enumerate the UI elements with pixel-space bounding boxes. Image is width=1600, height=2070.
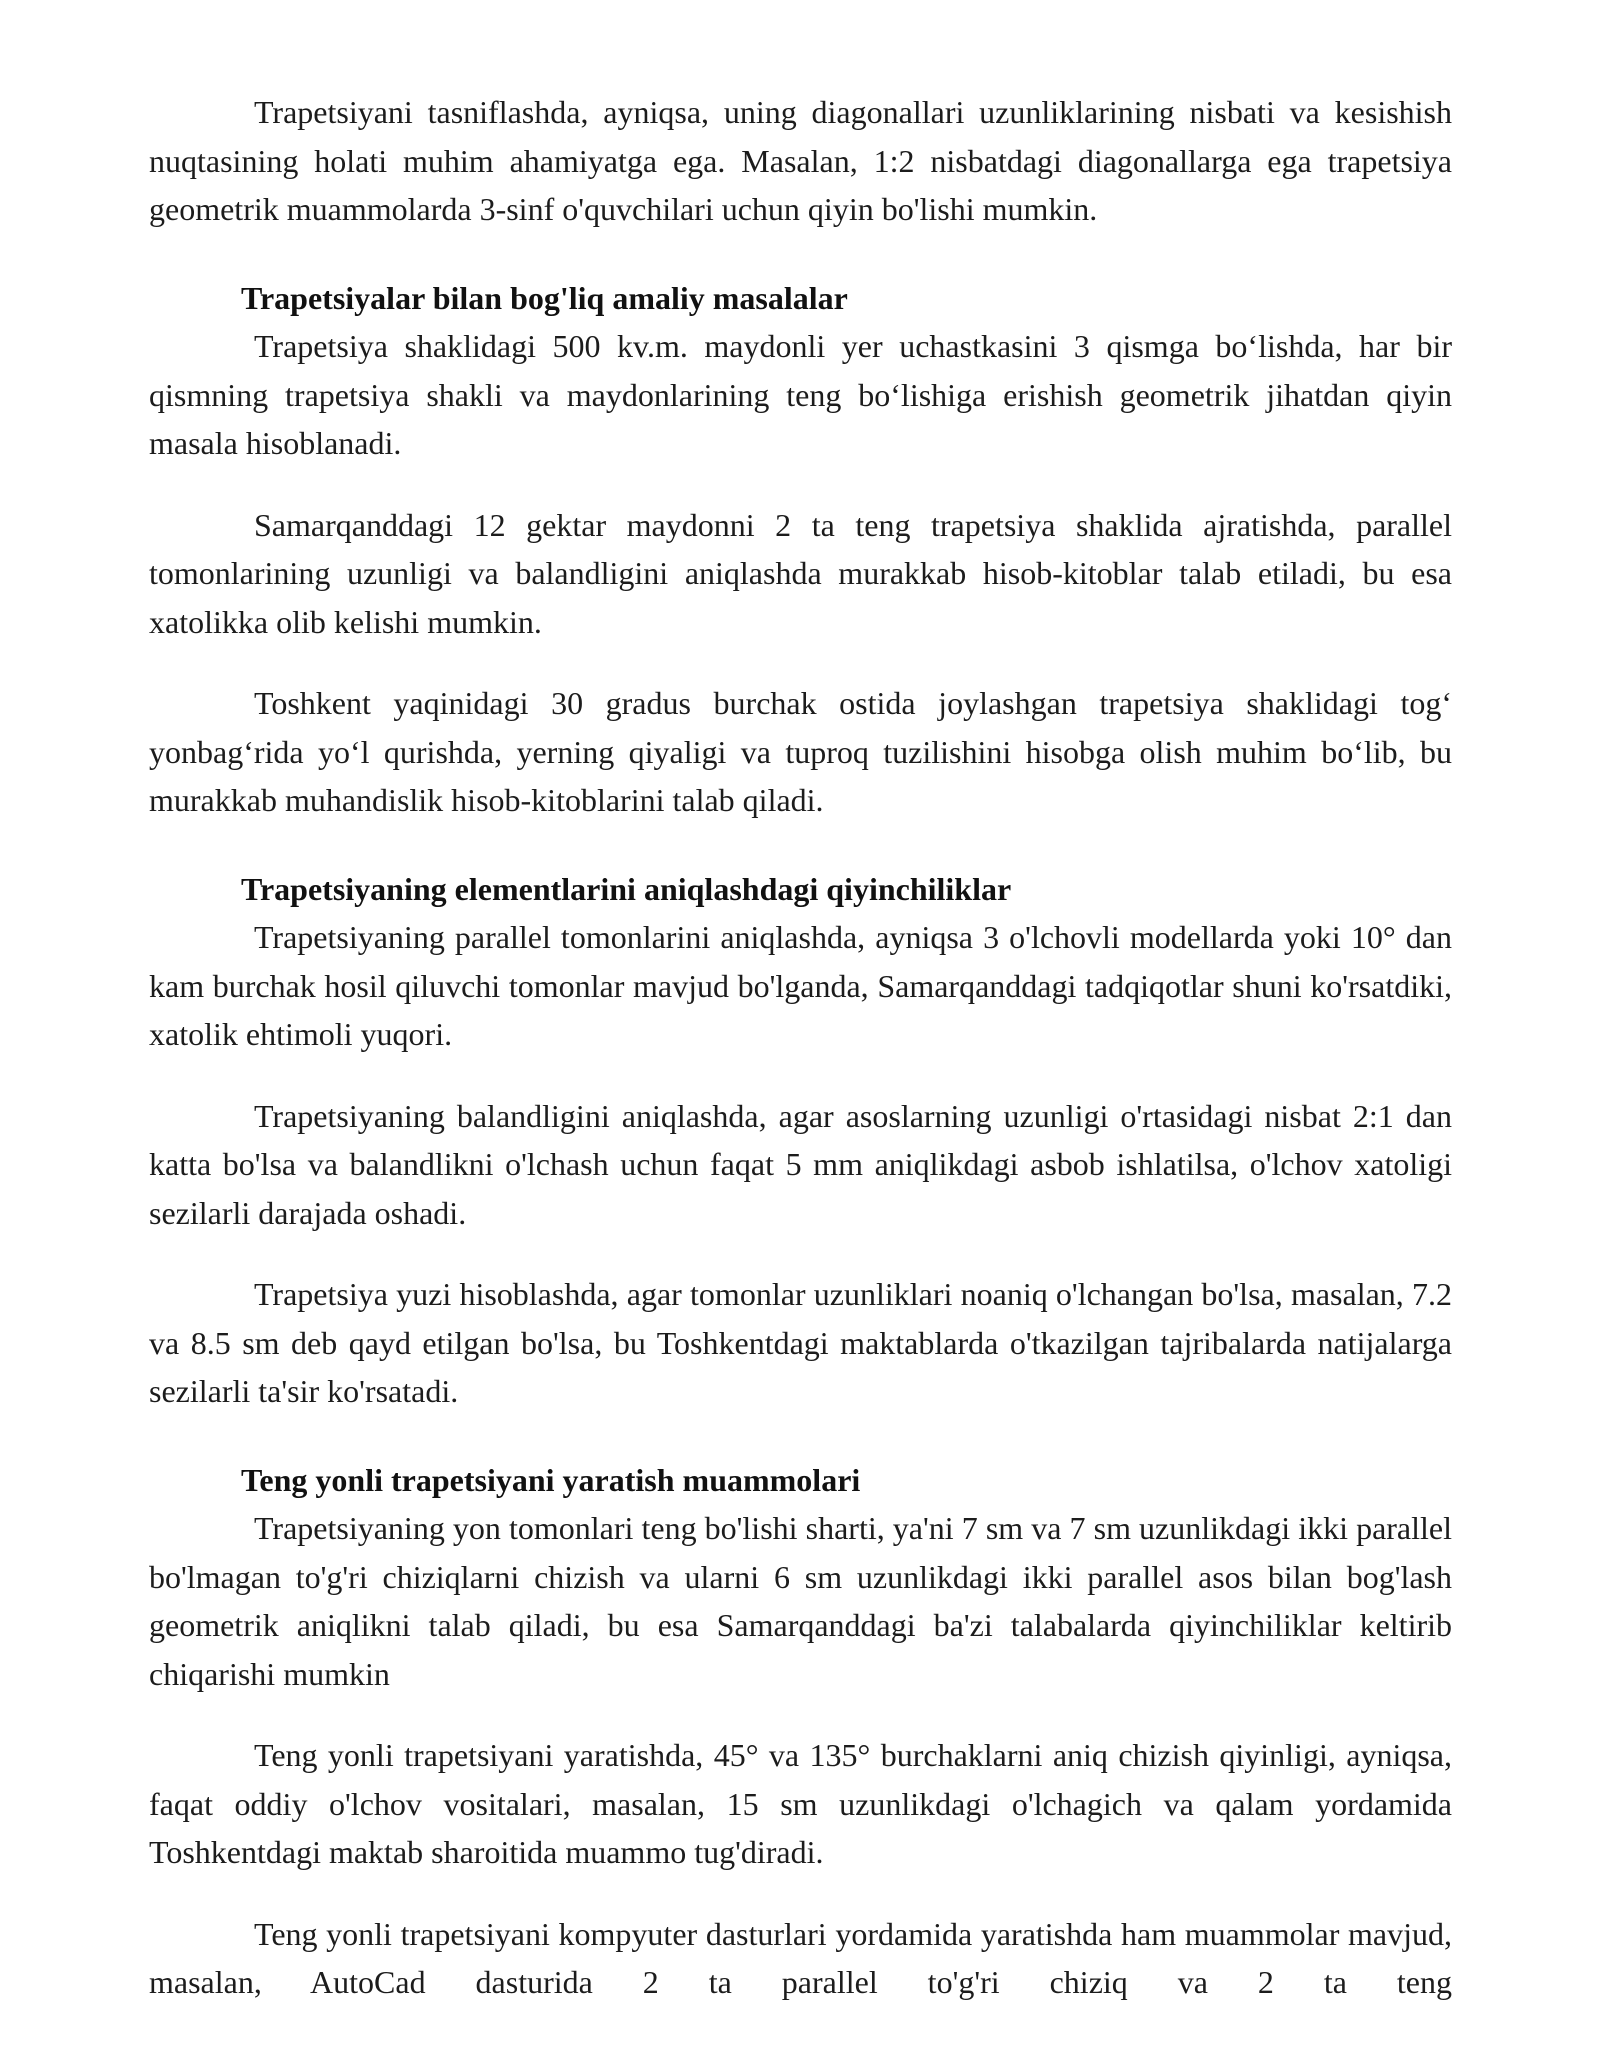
paragraph-area-calculation: Trapetsiya yuzi hisoblashda, agar tomonlar uzunliklari noaniq o'lchangan bo'lsa, masalan, 7.2 va 8.5 sm deb qayd etilgan bo'lsa, bu Toshkentdagi maktablarda o'tkazilgan tajribalarda natijalarga sezilarli ta'sir ko'rsatadi. xyxy=(149,1276,1452,1409)
paragraph-diagonals: Trapetsiyani tasniflashda, ayniqsa, uning diagonallari uzunliklarining nisbati va kesishish nuqtasining holati muhim ahamiyatga ega. Masalan, 1:2 nisbatdagi diagonallarga ega trapetsiya geometrik muammolarda 3-sinf o'quvchilari uchun qiyin bo'lishi mumkin. xyxy=(149,94,1452,227)
section-heading-isosceles: Teng yonli trapetsiyani yaratish muammolari xyxy=(241,1461,861,1498)
section-heading-practical-problems: Trapetsiyalar bilan bog'liq amaliy masalalar xyxy=(241,279,848,316)
paragraph-samarkand-area: Samarqanddagi 12 gektar maydonni 2 ta teng trapetsiya shaklida ajratishda, parallel tomonlarining uzunligi va balandligini aniqlashda murakkab hisob-kitoblar talab etiladi, bu esa xatolikka olib kelishi mumkin. xyxy=(149,506,1452,640)
spacer xyxy=(149,1416,1452,1456)
paragraph-land-plot: Trapetsiya shaklidagi 500 kv.m. maydonli yer uchastkasini 3 qismga bo‘lishda, har bir qismning trapetsiya shakli va maydonlarining teng bo‘lishiga erishish geometrik jihatdan qiyin masala hisoblanadi. xyxy=(149,328,1452,461)
spacer xyxy=(149,234,1452,274)
paragraph-parallel-sides: Trapetsiyaning parallel tomonlarini aniqlashda, ayniqsa 3 o'lchovli modellarda yoki 10° dan kam burchak hosil qiluvchi tomonlar mavjud bo'lganda, Samarqanddagi tadqiqotlar shuni ko'rsatdiki, xatolik ehtimoli yuqori. xyxy=(149,919,1452,1052)
paragraph-equal-legs: Trapetsiyaning yon tomonlari teng bo'lishi sharti, ya'ni 7 sm va 7 sm uzunlikdagi ikki parallel bo'lmagan to'g'ri chiziqlarni chizish va ularni 6 sm uzunlikdagi ikki parallel asos bilan bog'lash geometrik aniqlikni talab qiladi, bu esa Samarqanddagi ba'zi talabalarda qiyinchiliklar keltirib chiqarishi mumkin xyxy=(149,1510,1452,1692)
paragraph-tashkent-road: Toshkent yaqinidagi 30 gradus burchak ostida joylashgan trapetsiya shaklidagi tog‘ yonbag‘rida yo‘l qurishda, yerning qiyaligi va tuproq tuzilishini hisobga olish muhim bo‘lib, bu murakkab muhandislik hisob-kitoblarini talab qiladi. xyxy=(149,685,1452,818)
spacer xyxy=(149,646,1452,679)
document-page xyxy=(149,88,1452,2007)
spacer xyxy=(149,825,1452,865)
section-heading-elements: Trapetsiyaning elementlarini aniqlashdagi qiyinchiliklar xyxy=(241,870,1012,907)
spacer xyxy=(149,1059,1452,1092)
spacer xyxy=(149,1698,1452,1731)
spacer xyxy=(149,1877,1452,1910)
paragraph-software: Teng yonli trapetsiyani kompyuter dasturlari yordamida yaratishda ham muammolar mavjud, masalan, AutoCad dasturida 2 ta parallel to'g'ri chiziq va 2 ta teng xyxy=(149,1915,1452,2000)
spacer xyxy=(149,1237,1452,1270)
paragraph-angles: Teng yonli trapetsiyani yaratishda, 45° va 135° burchaklarni aniq chizish qiyinligi, ayniqsa, faqat oddiy o'lchov vositalari, masalan, 15 sm uzunlikdagi o'lchagich va qalam yordamida Toshkentdagi maktab sharoitida muammo tug'diradi. xyxy=(149,1737,1452,1870)
spacer xyxy=(149,468,1452,501)
paragraph-height: Trapetsiyaning balandligini aniqlashda, agar asoslarning uzunligi o'rtasidagi nisbat 2:1 dan katta bo'lsa va balandlikni o'lchash uchun faqat 5 mm aniqlikdagi asbob ishlatilsa, o'lchov xatoligi sezilarli darajada oshadi. xyxy=(149,1097,1452,1231)
